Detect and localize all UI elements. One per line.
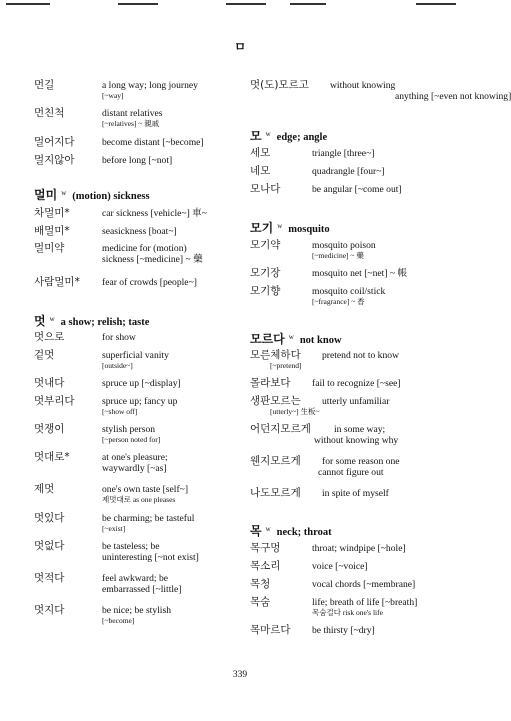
entry-gloss: for show bbox=[102, 332, 136, 343]
entry-gloss: before long [~not] bbox=[102, 155, 173, 166]
entry-gloss: distant relatives [~relatives] ~ 親戚 bbox=[102, 108, 163, 128]
entry-gloss: for some reason one cannot figure out bbox=[318, 456, 400, 478]
word-marker: w bbox=[265, 129, 271, 138]
entry-korean: 나도모르게 bbox=[250, 487, 301, 499]
entry-note: [~way] bbox=[102, 91, 124, 100]
top-rule bbox=[416, 3, 456, 5]
entry-korean: 모른체하다 bbox=[250, 349, 301, 361]
entry-korean: 세모 bbox=[250, 147, 271, 159]
entry-gloss: vocal chords [~membrane] bbox=[312, 579, 416, 590]
entry-gloss: fear of crowds [people~] bbox=[102, 277, 197, 288]
entry-gloss: life; breath of life [~breath] 목숨걸다 risk one's life bbox=[312, 597, 418, 617]
entry-korean: 배멀미* bbox=[34, 225, 70, 237]
word-marker: w bbox=[265, 524, 271, 533]
entry-korean: 멋지다 bbox=[34, 604, 65, 616]
entry-note: [~exist] bbox=[102, 524, 126, 533]
entry-korean: 멋있다 bbox=[34, 512, 65, 524]
entry-korean: 목구멍 bbox=[250, 542, 281, 554]
entry-gloss: throat; windpipe [~hole] bbox=[312, 543, 406, 554]
headword-korean: 멋 bbox=[34, 314, 46, 328]
entry-gloss: stylish person [~person noted for] bbox=[102, 424, 161, 444]
entry-korean: 목청 bbox=[250, 578, 271, 590]
headword bbox=[250, 127, 327, 144]
page-number: 339 bbox=[232, 670, 248, 680]
entry-gloss: seasickness [boat~] bbox=[102, 226, 177, 237]
entry-note: 제멋대로 as one pleases bbox=[102, 495, 176, 504]
entry-gloss: mosquito net [~net] ~ 帳 bbox=[312, 268, 408, 279]
entry-korean: 멋내다 bbox=[34, 377, 65, 389]
entry-note: [~fragrance] ~ 香 bbox=[312, 297, 365, 306]
entry-note: [~relatives] ~ 親戚 bbox=[102, 119, 160, 128]
headword-korean: 모르다 bbox=[250, 332, 285, 346]
headword-gloss: not know bbox=[299, 335, 342, 346]
entry-gloss: utterly unfamiliar [utterly~] 生板~ bbox=[270, 396, 390, 416]
entry-korean: 생판모르는 bbox=[250, 395, 301, 407]
word-marker: w bbox=[49, 314, 55, 323]
entry-korean: 멋쟁이 bbox=[34, 423, 65, 435]
entry-note: [~show off] bbox=[102, 407, 138, 416]
entry-korean: 겉멋 bbox=[34, 349, 55, 361]
section-letter: ㅁ bbox=[234, 40, 246, 54]
entry-gloss: one's own taste [self~] 제멋대로 as one pleases bbox=[102, 484, 189, 504]
entry-gloss: in some way; without knowing why bbox=[314, 424, 399, 446]
entry-korean: 목마르다 bbox=[250, 624, 291, 636]
headword bbox=[34, 312, 149, 329]
headword-korean: 모기 bbox=[250, 221, 274, 235]
headword-gloss: neck; throat bbox=[276, 527, 332, 538]
entry-korean: 네모 bbox=[250, 165, 271, 177]
entry-korean: 멋(도)모르고 bbox=[250, 79, 309, 91]
entry-note: [~pretend] bbox=[270, 361, 302, 370]
entry-gloss: medicine for (motion) sickness [~medicine] ~ 藥 bbox=[102, 243, 203, 265]
entry-gloss: car sickness [vehicle~] 車~ bbox=[102, 208, 207, 219]
headword-gloss: a show; relish; taste bbox=[60, 317, 150, 328]
entry-gloss: quadrangle [four~] bbox=[312, 166, 385, 177]
entry-korean: 어던지모르게 bbox=[250, 423, 311, 435]
entry-note: [utterly~] 生板~ bbox=[270, 407, 320, 416]
entry-gloss: be thirsty [~dry] bbox=[312, 625, 375, 636]
entry-gloss: be tasteless; be uninteresting [~not exist] bbox=[102, 541, 199, 563]
entry-korean: 모기약 bbox=[250, 239, 281, 251]
headword-gloss: mosquito bbox=[288, 224, 330, 235]
entry-gloss: superficial vanity [outside~] bbox=[102, 350, 169, 370]
entry-note: [~medicine] ~ 藥 bbox=[312, 251, 364, 260]
top-rule bbox=[290, 3, 326, 5]
entry-korean: 먼친척 bbox=[34, 107, 65, 119]
entry-gloss: triangle [three~] bbox=[312, 148, 375, 159]
entry-gloss: be charming; be tasteful [~exist] bbox=[102, 513, 195, 533]
entry-korean: 멋대로* bbox=[34, 451, 70, 463]
entry-korean: 멋부리다 bbox=[34, 395, 75, 407]
entry-korean: 멋적다 bbox=[34, 572, 65, 584]
entry-gloss: be nice; be stylish [~become] bbox=[102, 605, 172, 625]
entry-gloss: voice [~voice] bbox=[312, 561, 368, 572]
entry-korean: 모나다 bbox=[250, 183, 281, 195]
entry-gloss: spruce up [~display] bbox=[102, 378, 181, 389]
entry-gloss: be angular [~come out] bbox=[312, 184, 402, 195]
entry-gloss: spruce up; fancy up [~show off] bbox=[102, 396, 178, 416]
entry-korean: 멀지않아 bbox=[34, 154, 75, 166]
entry-korean: 몰라보다 bbox=[250, 377, 291, 389]
entry-korean: 먼길 bbox=[34, 79, 55, 91]
headword-gloss: edge; angle bbox=[276, 132, 328, 143]
entry-note: [~become] bbox=[102, 616, 135, 625]
entry-gloss: become distant [~become] bbox=[102, 137, 204, 148]
entry-korean: 멀미약 bbox=[34, 242, 65, 254]
top-rule bbox=[118, 3, 158, 5]
entry-gloss: mosquito poison [~medicine] ~ 藥 bbox=[312, 240, 376, 260]
entry-korean: 멋으로 bbox=[34, 331, 65, 343]
entry-korean: 목소리 bbox=[250, 560, 281, 572]
top-rule bbox=[6, 3, 50, 5]
headword bbox=[250, 330, 342, 347]
headword-korean: 모 bbox=[250, 129, 262, 143]
headword bbox=[250, 522, 332, 539]
word-marker: w bbox=[61, 188, 67, 197]
entry-korean: 사람멀미* bbox=[34, 276, 80, 288]
entry-gloss: pretend not to know [~pretend] bbox=[270, 350, 400, 370]
entry-note: [~person noted for] bbox=[102, 435, 161, 444]
headword-korean: 목 bbox=[250, 524, 262, 538]
headword bbox=[34, 186, 150, 203]
word-marker: w bbox=[288, 332, 294, 341]
entry-korean: 제멋 bbox=[34, 483, 55, 495]
entry-gloss: a long way; long journey [~way] bbox=[102, 80, 198, 100]
entry-korean: 모기장 bbox=[250, 267, 281, 279]
entry-korean: 멀어지다 bbox=[34, 136, 75, 148]
entry-gloss: without knowing anything [~even not knowing] bbox=[330, 80, 511, 102]
word-marker: w bbox=[277, 221, 283, 230]
entry-gloss: feel awkward; be embarrassed [~little] bbox=[102, 573, 182, 595]
entry-korean: 모기향 bbox=[250, 285, 281, 297]
entry-gloss: fail to recognize [~see] bbox=[312, 378, 401, 389]
headword-korean: 멀미 bbox=[34, 188, 58, 202]
entry-korean: 멋없다 bbox=[34, 540, 65, 552]
entry-gloss: mosquito coil/stick [~fragrance] ~ 香 bbox=[312, 286, 386, 306]
entry-korean: 차멀미* bbox=[34, 207, 70, 219]
headword bbox=[250, 219, 330, 236]
entry-gloss: in spite of myself bbox=[322, 488, 389, 499]
entry-note: [outside~] bbox=[102, 361, 133, 370]
entry-note: 목숨걸다 risk one's life bbox=[312, 608, 383, 617]
headword-gloss: (motion) sickness bbox=[72, 191, 150, 202]
entry-gloss: at one's pleasure; waywardly [~as] bbox=[102, 452, 168, 474]
entry-korean: 목숨 bbox=[250, 596, 271, 608]
top-rule bbox=[226, 3, 266, 5]
entry-korean: 웬지모르게 bbox=[250, 455, 301, 467]
